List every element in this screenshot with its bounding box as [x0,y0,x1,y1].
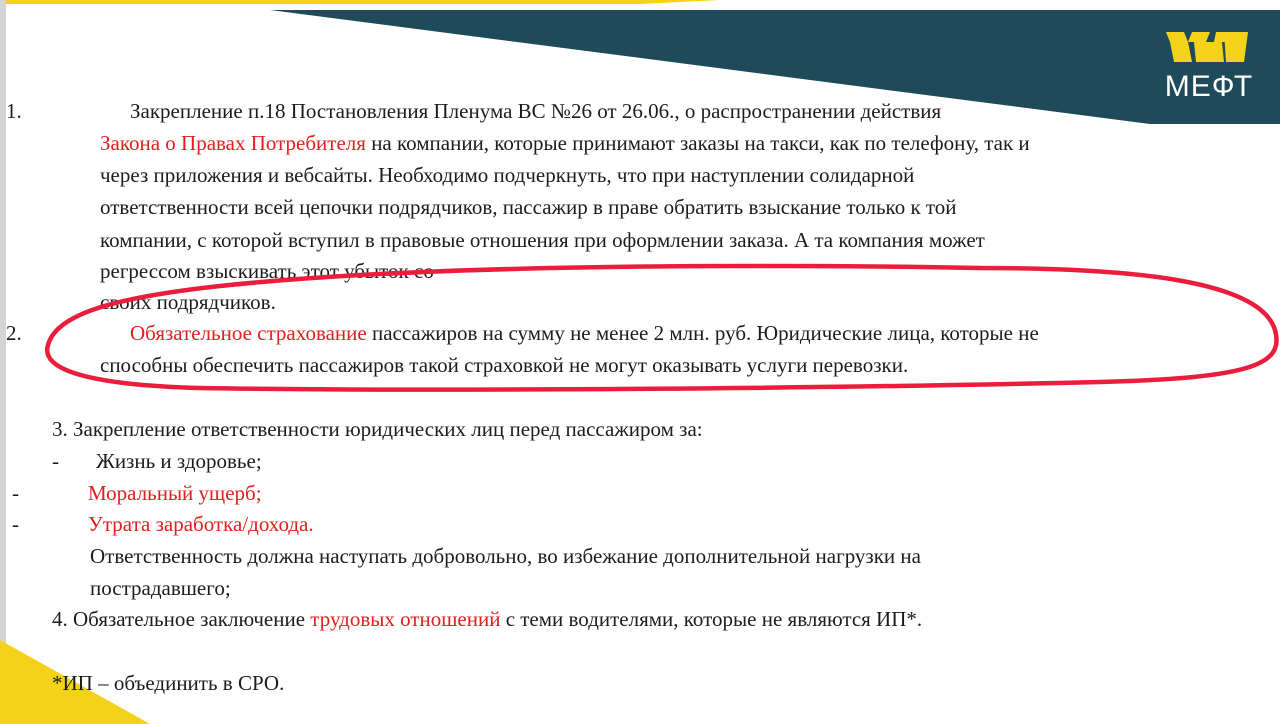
item2-line1-rest: пассажиров на сумму не менее 2 млн. руб. Юридические лица, которые не [366,321,1039,345]
item3-note-line2: пострадавшего; [90,576,231,600]
mandatory-insurance-highlight: Обязательное страхование [130,321,367,345]
bullet-life-health: Жизнь и здоровье; [96,449,262,473]
item3-note-line1: Ответственность должна наступать добровольно, во избежание дополнительной нагрузки на [90,544,921,568]
item4-line [52,606,922,632]
item4-suffix: с теми водителями, которые не являются ИП*. [500,607,923,631]
item1-line1: Закрепление п.18 Постановления Пленума ВС №26 от 26.06., о распространении действия [130,99,942,123]
logo-text: МЕФТ [1164,70,1254,103]
footnote: *ИП – объединить в СРО. [52,671,285,695]
item1-line2 [100,130,1030,156]
item1-line6: регрессом взыскивать этот убыток со [100,259,434,283]
consumer-rights-law-highlight: Закона о Правах Потребителя [100,131,366,155]
item2-line2: способны обеспечить пассажиров такой страховкой не могут оказывать услуги перевозки. [100,353,909,377]
item1-number: 1. [6,99,22,123]
bullet-dash: - [12,512,19,536]
item4-prefix: 4. Обязательное заключение [52,607,311,631]
item1-line2-rest: на компании, которые принимают заказы на такси, как по телефону, так и [365,131,1030,155]
bullet-dash: - [12,481,19,505]
bullet-dash: - [52,449,59,473]
item1-line3: через приложения и вебсайты. Необходимо подчеркнуть, что при наступлении солидарной [100,163,915,187]
bullet-lost-earnings: Утрата заработка/дохода. [88,512,314,536]
item1-line5: компании, с которой вступил в правовые отношения при оформлении заказа. А та компания может [100,228,985,252]
item2-line1 [130,320,1039,346]
item2-number: 2. [6,321,22,345]
item1-line7: своих подрядчиков. [100,290,276,314]
item3-heading: 3. Закрепление ответственности юридических лиц перед пассажиром за: [52,417,703,441]
bullet-moral-damage: Моральный ущерб; [88,481,262,505]
item1-line4: ответственности всей цепочки подрядчиков, пассажир в праве обратить взыскание только к той [100,195,957,219]
labor-relations-highlight: трудовых отношений [310,607,501,631]
